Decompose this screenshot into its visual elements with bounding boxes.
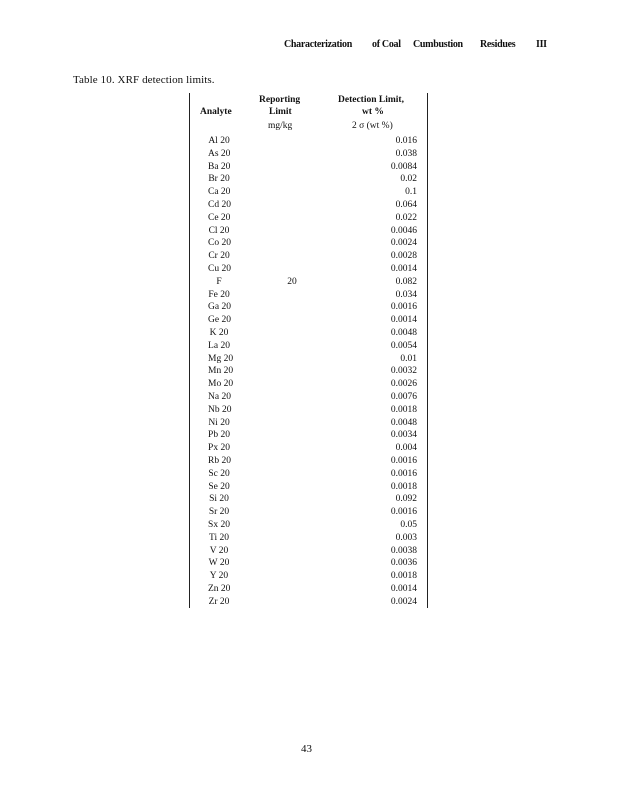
table-row <box>190 365 427 378</box>
detection-limit-cell: 0.0036 <box>390 558 417 569</box>
detection-limit-cell: 0.0018 <box>390 404 417 415</box>
analyte-cell: Si 20 <box>209 494 229 505</box>
detection-limit-cell: 0.0054 <box>390 340 417 351</box>
table-row <box>190 545 427 558</box>
analyte-cell: Rb 20 <box>208 455 231 466</box>
detection-limit-cell: 0.0014 <box>390 263 417 274</box>
header-word-3: Cumbustion <box>413 39 463 50</box>
table-row <box>190 506 427 519</box>
analyte-cell: As 20 <box>208 148 231 159</box>
table-row <box>190 148 427 161</box>
table-row <box>190 237 427 250</box>
table-row <box>190 455 427 468</box>
analyte-cell: La 20 <box>208 340 230 351</box>
table-row <box>190 417 427 430</box>
running-header <box>284 39 584 50</box>
analyte-cell: Nb 20 <box>208 404 232 415</box>
header-word-1: Characterization <box>284 39 352 50</box>
analyte-cell: Mg 20 <box>208 353 234 364</box>
col-detection-header-line2: wt % <box>362 107 384 117</box>
detection-limit-cell: 0.004 <box>395 443 417 454</box>
analyte-cell: Mo 20 <box>208 379 234 390</box>
table-row <box>190 263 427 276</box>
header-word-4: Residues <box>480 39 516 50</box>
analyte-cell: Ca 20 <box>208 187 231 198</box>
detection-limit-cell: 0.0048 <box>390 327 417 338</box>
analyte-cell: Ni 20 <box>208 417 230 428</box>
analyte-cell: Cu 20 <box>208 263 231 274</box>
table-row <box>190 468 427 481</box>
table-row <box>190 557 427 570</box>
analyte-cell: Ce 20 <box>208 212 231 223</box>
table-row <box>190 340 427 353</box>
analyte-cell: Cl 20 <box>208 225 230 236</box>
table-row <box>190 532 427 545</box>
detection-limit-cell: 0.082 <box>395 276 417 287</box>
table-row <box>190 391 427 404</box>
analyte-cell: Zr 20 <box>208 596 230 607</box>
detection-limit-cell: 0.016 <box>395 136 417 146</box>
table-row <box>190 135 427 148</box>
analyte-cell: Zn 20 <box>208 583 231 594</box>
detection-limit-cell: 0.0084 <box>390 161 417 172</box>
table-row <box>190 481 427 494</box>
analyte-cell: Y 20 <box>209 571 229 582</box>
table-row <box>190 173 427 186</box>
table-row <box>190 493 427 506</box>
detection-limits-table <box>189 93 428 608</box>
detection-limit-cell: 0.034 <box>395 289 417 300</box>
reporting-limit-cell: 20 <box>287 276 297 287</box>
table-row <box>190 225 427 238</box>
table-row <box>190 519 427 532</box>
col-analyte-header: Analyte <box>200 107 232 117</box>
detection-limit-cell: 0.064 <box>395 199 417 210</box>
detection-limit-cell: 0.0018 <box>390 481 417 492</box>
table-row <box>190 212 427 225</box>
header-word-5: III <box>536 39 547 50</box>
table-row <box>190 378 427 391</box>
detection-limit-cell: 0.0024 <box>390 238 417 249</box>
detection-limit-cell: 0.02 <box>400 174 417 185</box>
detection-limit-cell: 0.0048 <box>390 417 417 428</box>
analyte-cell: Ti 20 <box>209 532 229 543</box>
table-row <box>190 429 427 442</box>
detection-limit-cell: 0.022 <box>395 212 417 223</box>
detection-limit-cell: 0.01 <box>400 353 417 364</box>
table-row <box>190 596 427 609</box>
analyte-cell: V 20 <box>209 545 229 556</box>
analyte-cell: K 20 <box>209 327 229 338</box>
table-row <box>190 583 427 596</box>
page-number: 43 <box>301 743 312 755</box>
analyte-cell: W 20 <box>208 558 230 569</box>
detection-limit-cell: 0.1 <box>405 187 417 198</box>
analyte-cell: Ge 20 <box>208 315 231 326</box>
detection-limit-cell: 0.0014 <box>390 315 417 326</box>
detection-limit-cell: 0.0034 <box>390 430 417 441</box>
table-row <box>190 301 427 314</box>
col-reporting-header-line1: Reporting <box>259 95 301 105</box>
detection-limit-cell: 0.003 <box>395 532 417 543</box>
table-row <box>190 199 427 212</box>
detection-limit-cell: 0.0032 <box>390 366 417 377</box>
analyte-cell: Px 20 <box>208 443 230 454</box>
table-row <box>190 570 427 583</box>
detection-limit-cell: 0.0016 <box>390 455 417 466</box>
detection-limit-cell: 0.0076 <box>390 391 417 402</box>
analyte-cell: Al 20 <box>208 136 230 146</box>
detection-limit-cell: 0.0038 <box>390 545 417 556</box>
detection-limit-cell: 0.0028 <box>390 251 417 262</box>
table-row <box>190 289 427 302</box>
analyte-cell: Ga 20 <box>208 302 231 313</box>
col-detection-unit: 2 σ (wt %) <box>352 121 393 131</box>
analyte-cell: Sc 20 <box>208 468 230 479</box>
table-row <box>190 186 427 199</box>
analyte-cell: Pb 20 <box>208 430 230 441</box>
header-word-2: of Coal <box>372 39 401 50</box>
analyte-cell: F <box>216 276 222 287</box>
table-row <box>190 353 427 366</box>
analyte-cell: Co 20 <box>208 238 231 249</box>
detection-limit-cell: 0.0014 <box>390 583 417 594</box>
detection-limit-cell: 0.0016 <box>390 468 417 479</box>
analyte-cell: Sr 20 <box>208 507 230 518</box>
detection-limit-cell: 0.0046 <box>390 225 417 236</box>
table-row <box>190 404 427 417</box>
detection-limit-cell: 0.0016 <box>390 302 417 313</box>
table-row <box>190 276 427 289</box>
table-row <box>190 327 427 340</box>
table-row <box>190 250 427 263</box>
table-row <box>190 314 427 327</box>
detection-limit-cell: 0.0026 <box>390 379 417 390</box>
detection-limit-cell: 0.0024 <box>390 596 417 607</box>
analyte-cell: Fe 20 <box>208 289 230 300</box>
detection-limit-cell: 0.0018 <box>390 571 417 582</box>
col-reporting-unit: mg/kg <box>268 121 293 131</box>
analyte-cell: Cr 20 <box>208 251 230 262</box>
analyte-cell: Se 20 <box>208 481 230 492</box>
col-detection-header-line1: Detection Limit, <box>338 95 404 105</box>
analyte-cell: Ba 20 <box>208 161 231 172</box>
detection-limit-cell: 0.05 <box>400 519 417 530</box>
detection-limit-cell: 0.0016 <box>390 507 417 518</box>
analyte-cell: Cd 20 <box>208 199 231 210</box>
col-reporting-header-line2: Limit <box>269 107 292 117</box>
detection-limit-cell: 0.038 <box>395 148 417 159</box>
analyte-cell: Mn 20 <box>208 366 234 377</box>
table-row <box>190 442 427 455</box>
analyte-cell: Na 20 <box>208 391 231 402</box>
analyte-cell: Sx 20 <box>208 519 230 530</box>
detection-limit-cell: 0.092 <box>395 494 417 505</box>
analyte-cell: Br 20 <box>208 174 230 185</box>
table-row <box>190 161 427 174</box>
table-caption: Table 10. XRF detection limits. <box>73 74 215 86</box>
table-body <box>190 135 427 608</box>
